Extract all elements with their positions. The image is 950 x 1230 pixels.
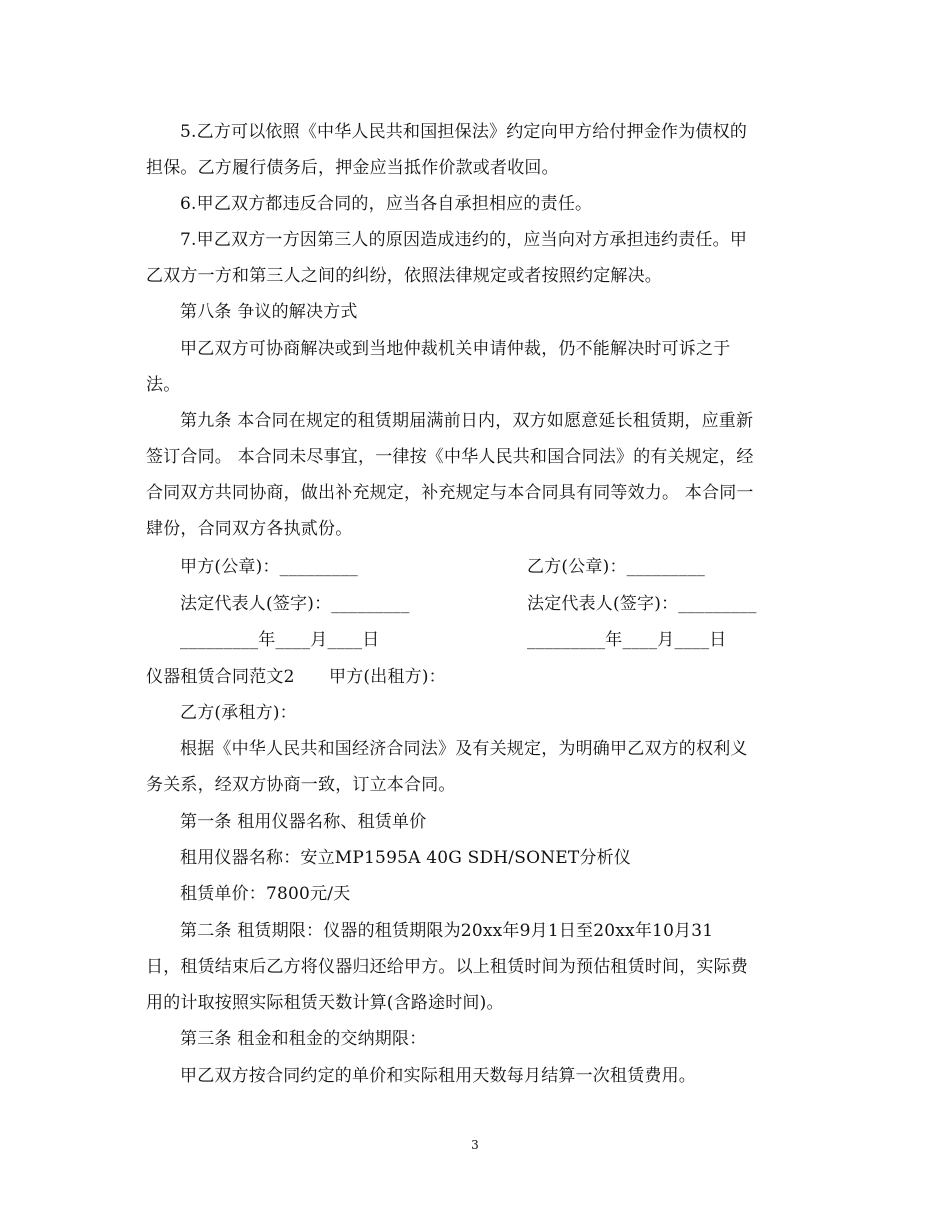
paragraph-line: 甲乙双方可协商解决或到当地仲裁机关申请仲裁，仍不能解决时可诉之于 [180, 339, 731, 359]
party-b-representative-field: 法定代表人(签字)：_________ [527, 594, 757, 614]
section-heading: 第二条 租赁期限：仪器的租赁期限为20xx年9月1日至20xx年10月31 [180, 921, 714, 941]
paragraph-line: 合同双方共同协商，做出补充规定，补充规定与本合同具有同等效力。 本合同一 [146, 483, 754, 503]
paragraph-line: 7.甲乙双方一方因第三人的原因造成违约的，应当向对方承担违约责任。甲 [180, 230, 748, 250]
paragraph-line: 5.乙方可以依照《中华人民共和国担保法》约定向甲方给付押金作为债权的 [180, 122, 748, 142]
paragraph-line: 法。 [146, 375, 181, 395]
section-heading: 第八条 争议的解决方式 [180, 302, 358, 322]
paragraph-line: 租用仪器名称：安立MP1595A 40G SDH/SONET分析仪 [180, 848, 632, 868]
paragraph-line: 第九条 本合同在规定的租赁期届满前日内，双方如愿意延长租赁期，应重新 [180, 411, 754, 431]
document-title-line: 仪器租赁合同范文2 甲方(出租方)： [146, 667, 446, 687]
paragraph-line: 租赁单价：7800元/天 [180, 884, 351, 904]
section-heading: 第三条 租金和租金的交纳期限： [180, 1029, 427, 1049]
paragraph-line: 6.甲乙双方都违反合同的，应当各自承担相应的责任。 [180, 194, 593, 214]
party-a-representative-field: 法定代表人(签字)：_________ [180, 594, 410, 614]
paragraph-line: 务关系，经双方协商一致，订立本合同。 [146, 775, 456, 795]
party-a-seal-field: 甲方(公章)：_________ [180, 557, 358, 577]
section-heading: 第一条 租用仪器名称、租赁单价 [180, 812, 427, 832]
paragraph-line: 肆份，合同双方各执贰份。 [146, 519, 353, 539]
party-a-date-field: _________年____月____日 [180, 630, 380, 650]
paragraph-line: 乙方(承租方)： [180, 703, 297, 723]
party-b-seal-field: 乙方(公章)：_________ [527, 557, 705, 577]
paragraph-line: 签订合同。 本合同未尽事宜，一律按《中华人民共和国合同法》的有关规定，经 [146, 447, 754, 467]
party-b-date-field: _________年____月____日 [527, 630, 727, 650]
paragraph-line: 甲乙双方按合同约定的单价和实际租用天数每月结算一次租赁费用。 [180, 1066, 696, 1086]
page-number: 3 [471, 1138, 479, 1152]
paragraph-line: 日，租赁结束后乙方将仪器归还给甲方。以上租赁时间为预估租赁时间，实际费 [146, 957, 748, 977]
paragraph-line: 乙双方一方和第三人之间的纠纷，依照法律规定或者按照约定解决。 [146, 266, 662, 286]
paragraph-line: 根据《中华人民共和国经济合同法》及有关规定，为明确甲乙双方的权利义 [180, 739, 748, 759]
paragraph-line: 担保。乙方履行债务后，押金应当抵作价款或者收回。 [146, 158, 559, 178]
paragraph-line: 用的计取按照实际租赁天数计算(含路途时间)。 [146, 993, 504, 1013]
